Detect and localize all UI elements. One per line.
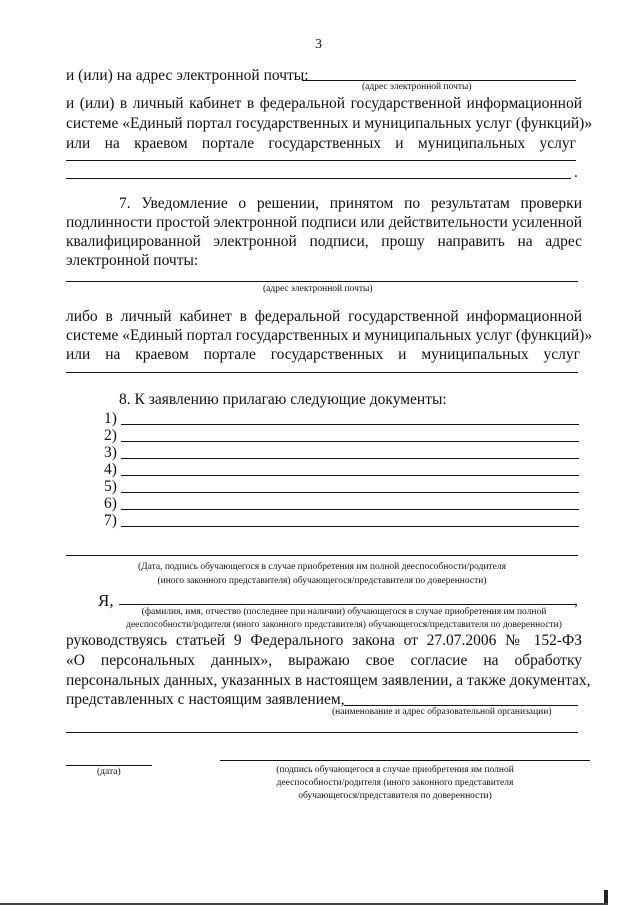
- cabinet-line-1: и (или) в личный кабинет в федеральной государственной информационной: [66, 95, 582, 112]
- end-period: .: [574, 164, 578, 181]
- cabinet-line-2: системе «Единый портал государственных и муниципальных услуг (функций)»: [66, 115, 593, 132]
- signature-caption-1b: (иного законного представителя) обучающегося/представителя по доверенности): [157, 576, 487, 586]
- fio-caption-a: (фамилия, имя, отчество (последнее при наличии) обучающегося в случае приобретения им полной: [141, 607, 547, 617]
- email-prefix-text: и (или) на адрес электронной почты:: [66, 67, 309, 84]
- signature-caption-2a: (подпись обучающегося в случае приобретения им полной: [276, 765, 514, 775]
- portal-input-line-1[interactable]: [66, 160, 576, 161]
- doc-item-7-line[interactable]: [121, 526, 579, 527]
- doc-item-6-label: 6): [104, 495, 117, 512]
- org-input-line-2[interactable]: [66, 732, 578, 733]
- date-caption: (дата): [97, 767, 121, 777]
- doc-item-4-line[interactable]: [121, 475, 579, 476]
- doc-item-1-line[interactable]: [121, 424, 579, 425]
- consent-line-4: представленных с настоящим заявлением,: [66, 691, 345, 708]
- fio-input-line[interactable]: [119, 604, 575, 605]
- ya-label: Я,: [98, 591, 114, 610]
- doc-item-5-line[interactable]: [121, 492, 579, 493]
- notice-line-4: электронной почты:: [66, 252, 199, 269]
- fio-comma: ,: [574, 592, 578, 609]
- notice-line-3: квалифицированной электронной подписи, прошу направить на адрес: [66, 233, 582, 250]
- signature-input-line-2[interactable]: [220, 760, 590, 761]
- cabinet-line-3: или на краевом портале государственных и муниципальных услуг: [66, 135, 576, 152]
- doc-item-1-label: 1): [104, 410, 117, 427]
- doc-item-5-label: 5): [104, 478, 117, 495]
- cabinet2-line-3: или на краевом портале государственных и муниципальных услуг: [66, 346, 580, 363]
- email-caption-2: (адрес электронной почты): [263, 284, 373, 294]
- consent-line-3: персональных данных, указанных в настоящем заявлении, а также документах,: [66, 672, 591, 689]
- doc-item-6-line[interactable]: [121, 509, 579, 510]
- portal-input-line-3[interactable]: [66, 372, 578, 373]
- org-caption: (наименование и адрес образовательной организации): [332, 707, 552, 717]
- cabinet2-line-1: либо в личный кабинет в федеральной государственной информационной: [66, 308, 582, 325]
- doc-item-4-label: 4): [104, 461, 117, 478]
- fio-caption-b: дееспособности/родителя (иного законного представителя) обучающегося/представителя по доверенности): [126, 620, 562, 630]
- doc-item-2-line[interactable]: [121, 441, 579, 442]
- signature-caption-1a: (Дата, подпись обучающегося в случае приобретения им полной дееспособности/родителя: [137, 562, 507, 572]
- email-input-line-2[interactable]: [66, 281, 578, 282]
- email-caption-1: (адрес электронной почты): [362, 82, 472, 92]
- doc-item-7-label: 7): [104, 512, 117, 529]
- signature-line-1[interactable]: [66, 555, 578, 556]
- signature-caption-2b: дееспособности/родителя (иного законного представителя: [276, 778, 514, 788]
- doc-item-3-line[interactable]: [121, 458, 579, 459]
- notice-line-2: подлинности простой электронной подписи или действительности усиленной: [66, 214, 582, 231]
- portal-input-line-2[interactable]: [66, 178, 571, 179]
- consent-line-1: руководствуясь статьей 9 Федерального закона от 27.07.2006 № 152-ФЗ: [66, 632, 582, 649]
- cabinet2-line-2: системе «Единый портал государственных и муниципальных услуг (функций)»: [66, 327, 593, 344]
- doc-item-3-label: 3): [104, 444, 117, 461]
- consent-line-2: «О персональных данных», выражаю свое согласие на обработку: [66, 652, 582, 669]
- page-number: 3: [315, 37, 322, 52]
- signature-caption-2c: обучающегося/представителя по доверенности): [298, 791, 492, 801]
- documents-heading: 8. К заявлению прилагаю следующие документы:: [119, 391, 447, 408]
- doc-item-2-label: 2): [104, 427, 117, 444]
- notice-line-1: 7. Уведомление о решении, принятом по результатам проверки: [119, 195, 582, 212]
